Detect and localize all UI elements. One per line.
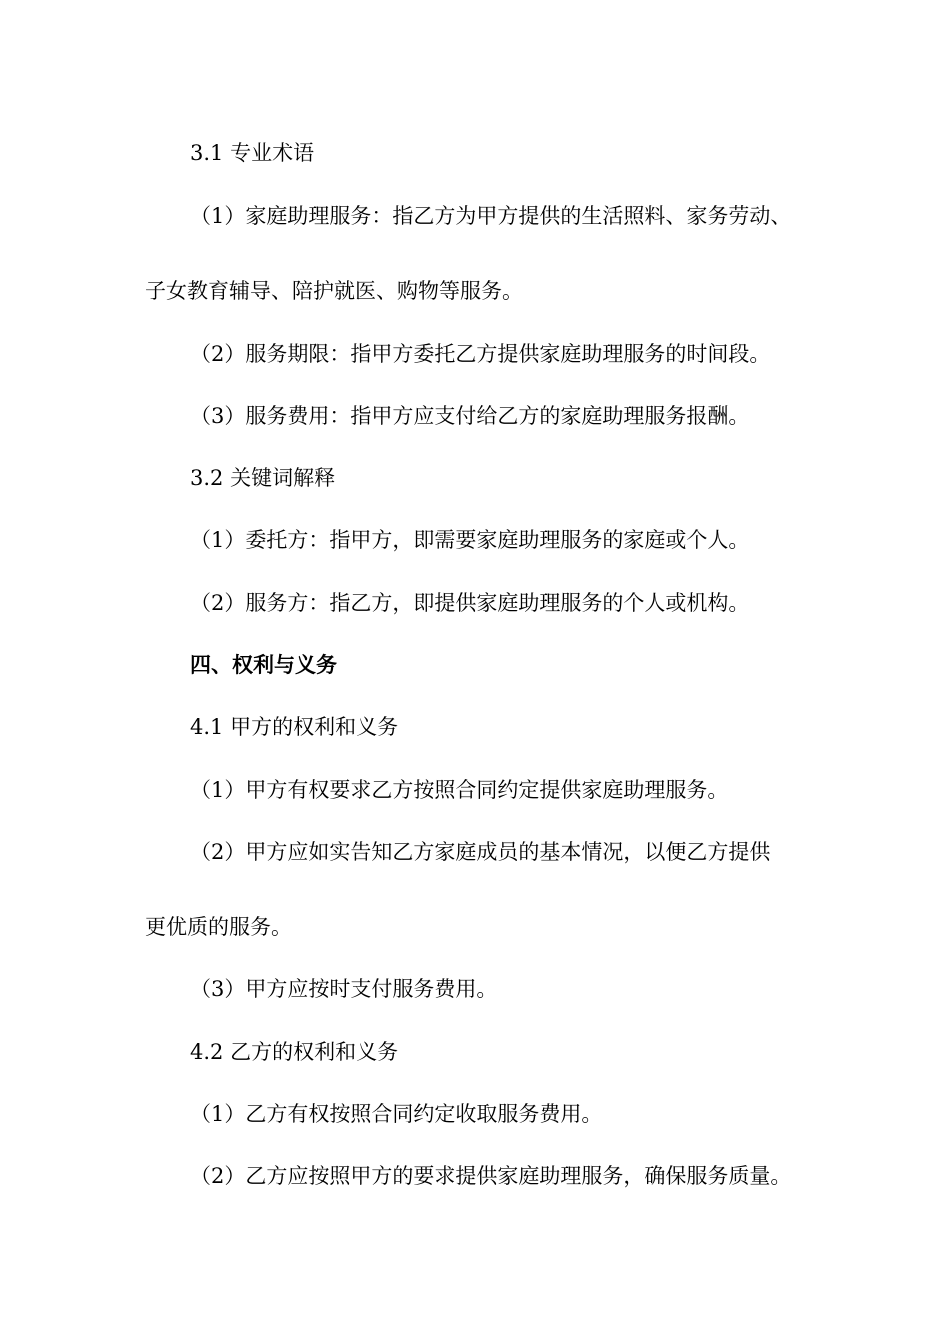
paragraph-line: （1）委托方：指甲方，即需要家庭助理服务的家庭或个人。 (190, 528, 750, 552)
chapter-heading: 四、权利与义务 (190, 652, 337, 677)
section-heading-4-2: 4.2 乙方的权利和义务 (190, 1040, 399, 1064)
paragraph-line: （2）乙方应按照甲方的要求提供家庭助理服务，确保服务质量。 (190, 1164, 792, 1188)
paragraph-line: （1）甲方有权要求乙方按照合同约定提供家庭助理服务。 (190, 778, 729, 802)
paragraph-line: （3）服务费用：指甲方应支付给乙方的家庭助理服务报酬。 (190, 404, 750, 428)
paragraph-line: 子女教育辅导、陪护就医、购物等服务。 (145, 279, 523, 303)
paragraph-line: （2）甲方应如实告知乙方家庭成员的基本情况，以便乙方提供 (190, 840, 771, 864)
paragraph-line: （2）服务期限：指甲方委托乙方提供家庭助理服务的时间段。 (190, 342, 771, 366)
section-heading-3-1: 3.1 专业术语 (190, 141, 315, 165)
paragraph-line: （2）服务方：指乙方，即提供家庭助理服务的个人或机构。 (190, 591, 750, 615)
paragraph-line: （1）乙方有权按照合同约定收取服务费用。 (190, 1102, 603, 1126)
section-heading-4-1: 4.1 甲方的权利和义务 (190, 715, 399, 739)
paragraph-line: 更优质的服务。 (145, 915, 292, 939)
paragraph-line: （3）甲方应按时支付服务费用。 (190, 977, 498, 1001)
section-heading-3-2: 3.2 关键词解释 (190, 466, 336, 490)
paragraph-line: （1）家庭助理服务：指乙方为甲方提供的生活照料、家务劳动、 (190, 204, 792, 228)
